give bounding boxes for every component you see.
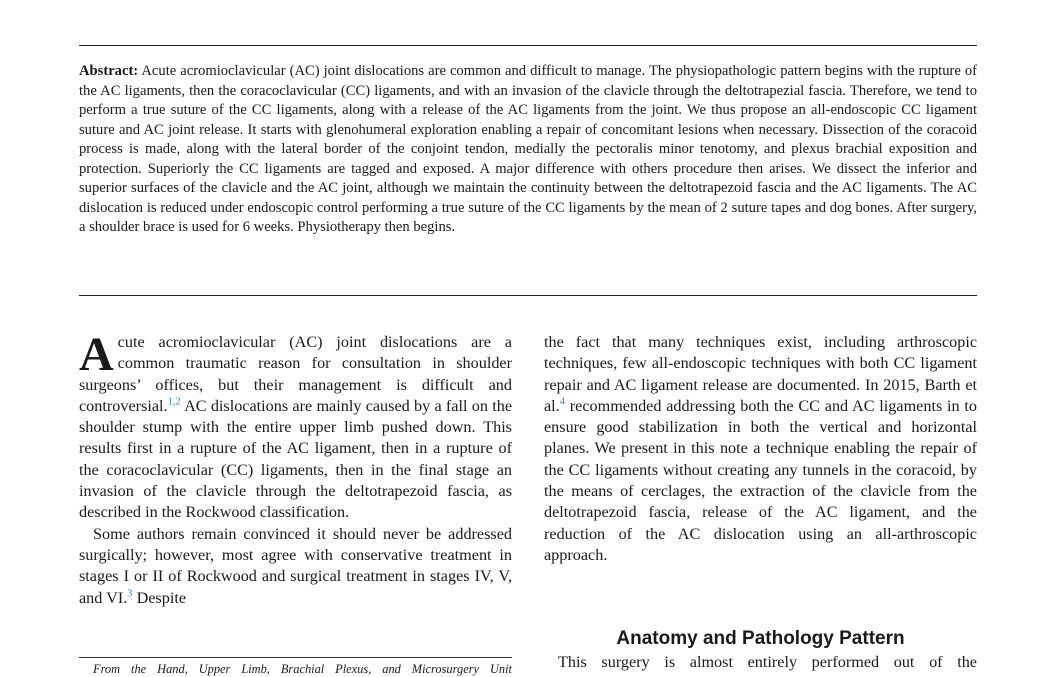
section-first-line: This surgery is almost entirely performed out of the [558, 653, 977, 671]
abstract-label: Abstract: [79, 63, 139, 79]
left-column [79, 328, 512, 609]
top-rule [79, 45, 977, 46]
right-column [544, 332, 977, 566]
intro-paragraph [79, 328, 512, 524]
citation-link[interactable]: 4 [559, 396, 565, 408]
intro-text-1: cute acromioclavicular (AC) joint dislocations are a common traumatic reason for consultation in shoulder surgeons’ offices, but their management is difficult and controversial. [79, 333, 512, 415]
citation-link[interactable]: 3 [127, 588, 133, 600]
second-text-2: Despite [132, 588, 187, 607]
abstract-bottom-rule [79, 295, 977, 296]
second-text-1: Some authors remain convinced it should never be addressed surgically; however, most agree with conservative treatment in stages I or II of Rockwood and surgical treatment in stages IV, V, and VI. [79, 524, 512, 607]
affiliation-footnote: From the Hand, Upper Limb, Brachial Plexus, and Microsurgery Unit [93, 662, 512, 676]
second-paragraph [79, 524, 512, 609]
citation-link[interactable]: 1,2 [167, 396, 181, 408]
section-heading: Anatomy and Pathology Pattern [616, 628, 905, 649]
intro-text-2: AC dislocations are mainly caused by a fall on the shoulder stump with the entire upper limb pushed down. This results first in a rupture of the AC ligament, then in a rupture of the coracoclavicular (CC) ligaments, then in the final stage an invasion of the clavicle through the deltotrapezoid fascia, as described in the Rockwood classification. [79, 396, 512, 522]
footnote-rule [79, 657, 512, 658]
drop-cap: A [79, 328, 114, 381]
continued-text-1: the fact that many techniques exist, including arthroscopic techniques, few all-endoscopic techniques with both CC ligament repair and AC ligament release are documented. In 2015, Barth et al. [544, 333, 977, 415]
abstract-text: Acute acromioclavicular (AC) joint dislocations are common and difficult to manage. The physiopathologic pattern begins with the rupture of the AC ligaments, then the coracoclavicular (CC) ligaments, and with an invasion of the clavicle through the deltotrapezial fascia. Therefore, we tend to perform a true suture of the CC ligaments, along with a release of the AC ligaments from the joint. We thus propose an all-endoscopic CC ligament suture and AC joint release. It starts with glenohumeral exploration enabling a repair of concomitant lesions when necessary. Dissection of the coracoid process is made, along with the lateral border of the conjoint tendon, medially the pectoralis minor tenotomy, and plexus brachial exposition and protection. Superiorly the CC ligaments are tagged and exposed. A major difference with others procedure then arises. We dissect the inferior and superior surfaces of the clavicle and the AC joint, although we maintain the continuity between the deltotrapezoid fascia and the AC ligaments. The AC dislocation is reduced under endoscopic control performing a true suture of the CC ligaments by the mean of 2 suture tapes and dog bones. After surgery, a shoulder brace is used for 6 weeks. Physiotherapy then begins. [79, 63, 977, 235]
continued-text-2: recommended addressing both the CC and AC ligaments in to ensure good stabilization in both the vertical and horizontal planes. We present in this note a technique enabling the repair of the CC ligaments without creating any tunnels in the coracoid, by the means of cerclages, the extraction of the clavicle from the deltotrapezoid fascia, release of the AC ligament, and the reduction of the AC dislocation using an all-arthroscopic approach. [544, 396, 977, 564]
continued-paragraph [544, 332, 977, 566]
abstract [79, 62, 977, 238]
